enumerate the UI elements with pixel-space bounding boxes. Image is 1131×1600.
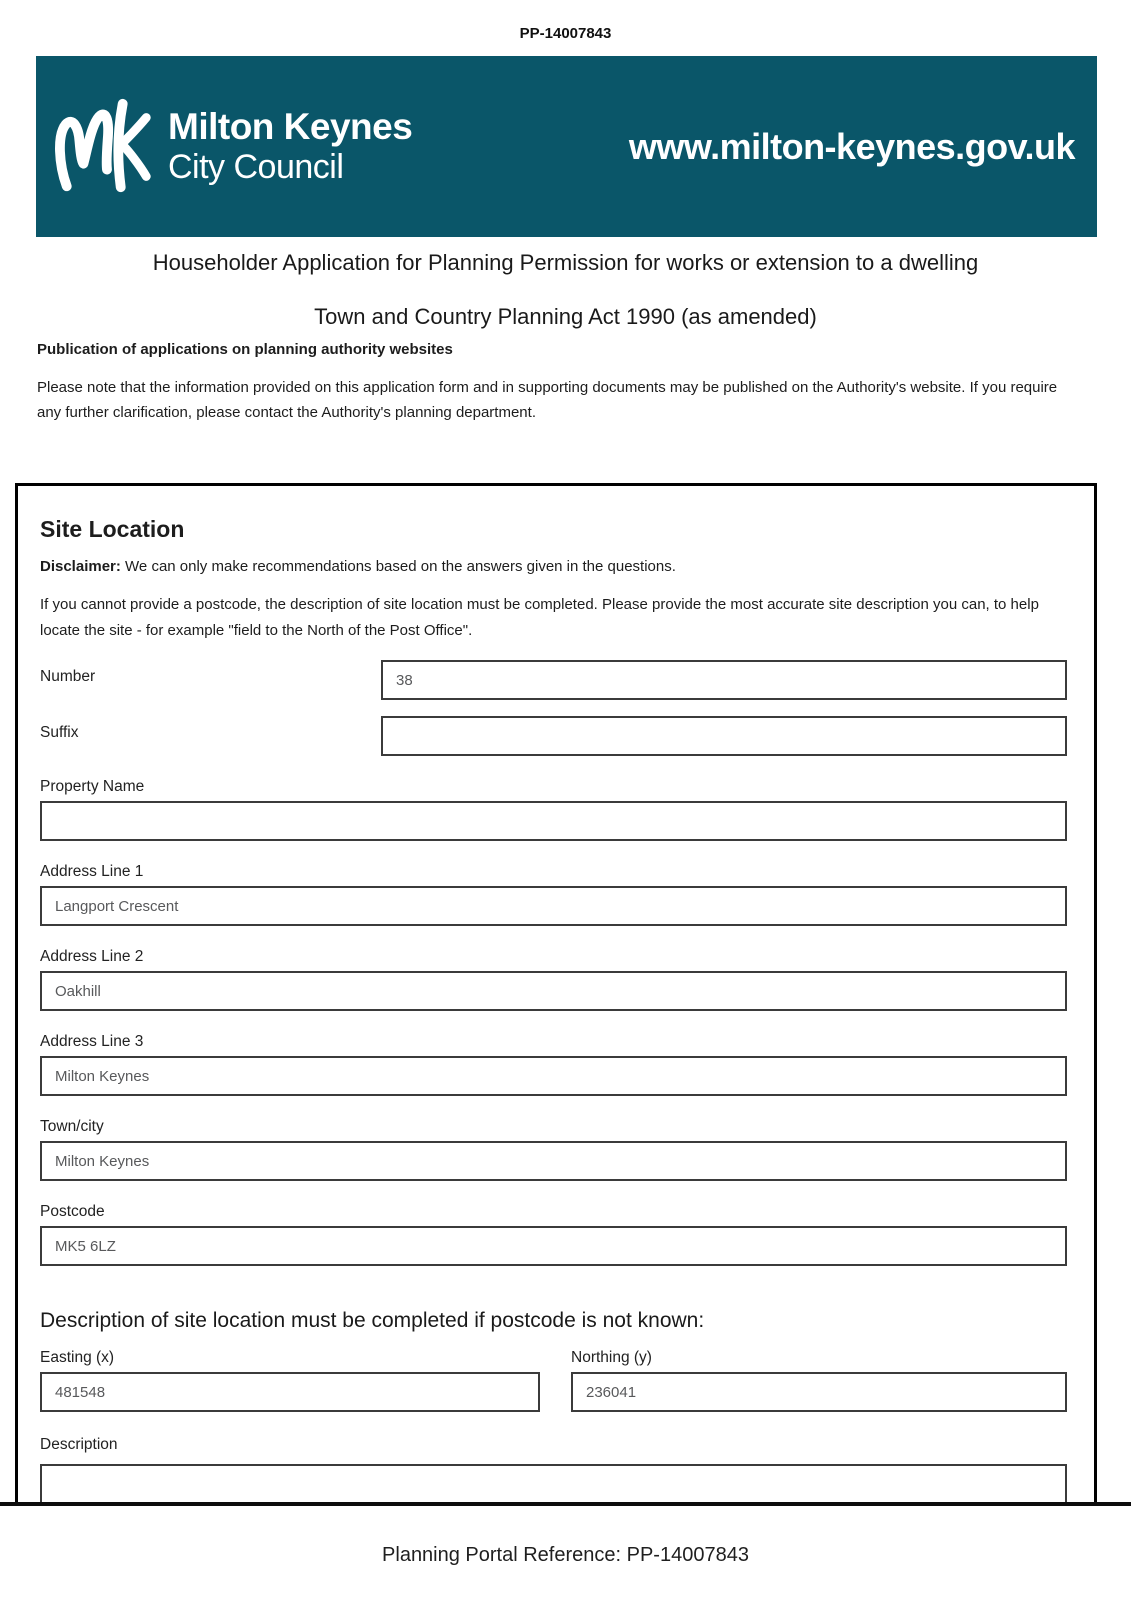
- address-line-1-label: Address Line 1: [40, 863, 144, 880]
- description-textarea[interactable]: [40, 1464, 1067, 1502]
- postcode-input[interactable]: [40, 1226, 1067, 1266]
- suffix-input[interactable]: [381, 716, 1067, 756]
- section-intro-text: If you cannot provide a postcode, the description of site location must be completed. Please provide the most accurate site description you can, to help locate the site - for example "field to the North of the Post Office".: [40, 596, 1039, 639]
- council-brand: [168, 106, 412, 188]
- town-city-label: Town/city: [40, 1118, 104, 1135]
- council-website-url: www.milton-keynes.gov.uk: [628, 125, 1075, 167]
- easting-label: Easting (x): [40, 1349, 115, 1366]
- planning-portal-reference: Planning Portal Reference: PP-14007843: [382, 1544, 749, 1566]
- mk-logo-icon: [52, 87, 160, 207]
- field-group-easting: [40, 1349, 540, 1412]
- footer-divider: [0, 1502, 1131, 1506]
- description-requirement-heading: Description of site location must be completed if postcode is not known:: [40, 1309, 705, 1332]
- page-reference: PP-14007843: [519, 25, 612, 42]
- address-line-1-input[interactable]: [40, 886, 1067, 926]
- field-group-postcode: [40, 1203, 1067, 1266]
- field-group-northing: [571, 1349, 1067, 1412]
- field-group-town-city: [40, 1118, 1067, 1181]
- form-title: Householder Application for Planning Permission for works or extension to a dwelling: [152, 250, 979, 275]
- publication-heading: Publication of applications on planning authority websites: [37, 341, 453, 358]
- address-line-3-label: Address Line 3: [40, 1033, 144, 1050]
- description-label: Description: [40, 1436, 118, 1453]
- council-banner: [36, 56, 1097, 237]
- section-title: Site Location: [40, 516, 185, 542]
- northing-input[interactable]: [571, 1372, 1067, 1412]
- publication-note: Please note that the information provided on this application form and in supporting documents may be published on the Authority's website. If you require any further clarification, please contact the Authority's planning department.: [37, 379, 1058, 421]
- property-name-label: Property Name: [40, 778, 145, 795]
- disclaimer-note: [40, 558, 1067, 576]
- address-line-2-label: Address Line 2: [40, 948, 144, 965]
- number-label: Number: [40, 668, 96, 685]
- field-group-address-line-3: [40, 1033, 1067, 1096]
- northing-label: Northing (y): [571, 1349, 652, 1366]
- number-input[interactable]: [381, 660, 1067, 700]
- address-line-3-input[interactable]: [40, 1056, 1067, 1096]
- site-location-section: [15, 483, 1097, 1502]
- form-subtitle: Town and Country Planning Act 1990 (as amended): [314, 304, 817, 329]
- property-name-input[interactable]: [40, 801, 1067, 841]
- disclaimer-label: Disclaimer:: [40, 558, 121, 575]
- council-name: Milton Keynes: [168, 105, 413, 147]
- postcode-label: Postcode: [40, 1203, 105, 1220]
- field-group-address-line-1: [40, 863, 1067, 926]
- field-group-property-name: [40, 778, 1067, 841]
- council-subtitle: City Council: [168, 148, 344, 187]
- field-group-address-line-2: [40, 948, 1067, 1011]
- suffix-label: Suffix: [40, 724, 79, 741]
- address-line-2-input[interactable]: [40, 971, 1067, 1011]
- field-row-suffix: [40, 716, 1067, 756]
- field-group-description: [40, 1436, 1067, 1502]
- coordinates-row: [40, 1349, 1067, 1412]
- easting-input[interactable]: [40, 1372, 540, 1412]
- field-row-number: [40, 660, 1067, 700]
- disclaimer-text: We can only make recommendations based on the answers given in the questions.: [120, 558, 676, 575]
- town-city-input[interactable]: [40, 1141, 1067, 1181]
